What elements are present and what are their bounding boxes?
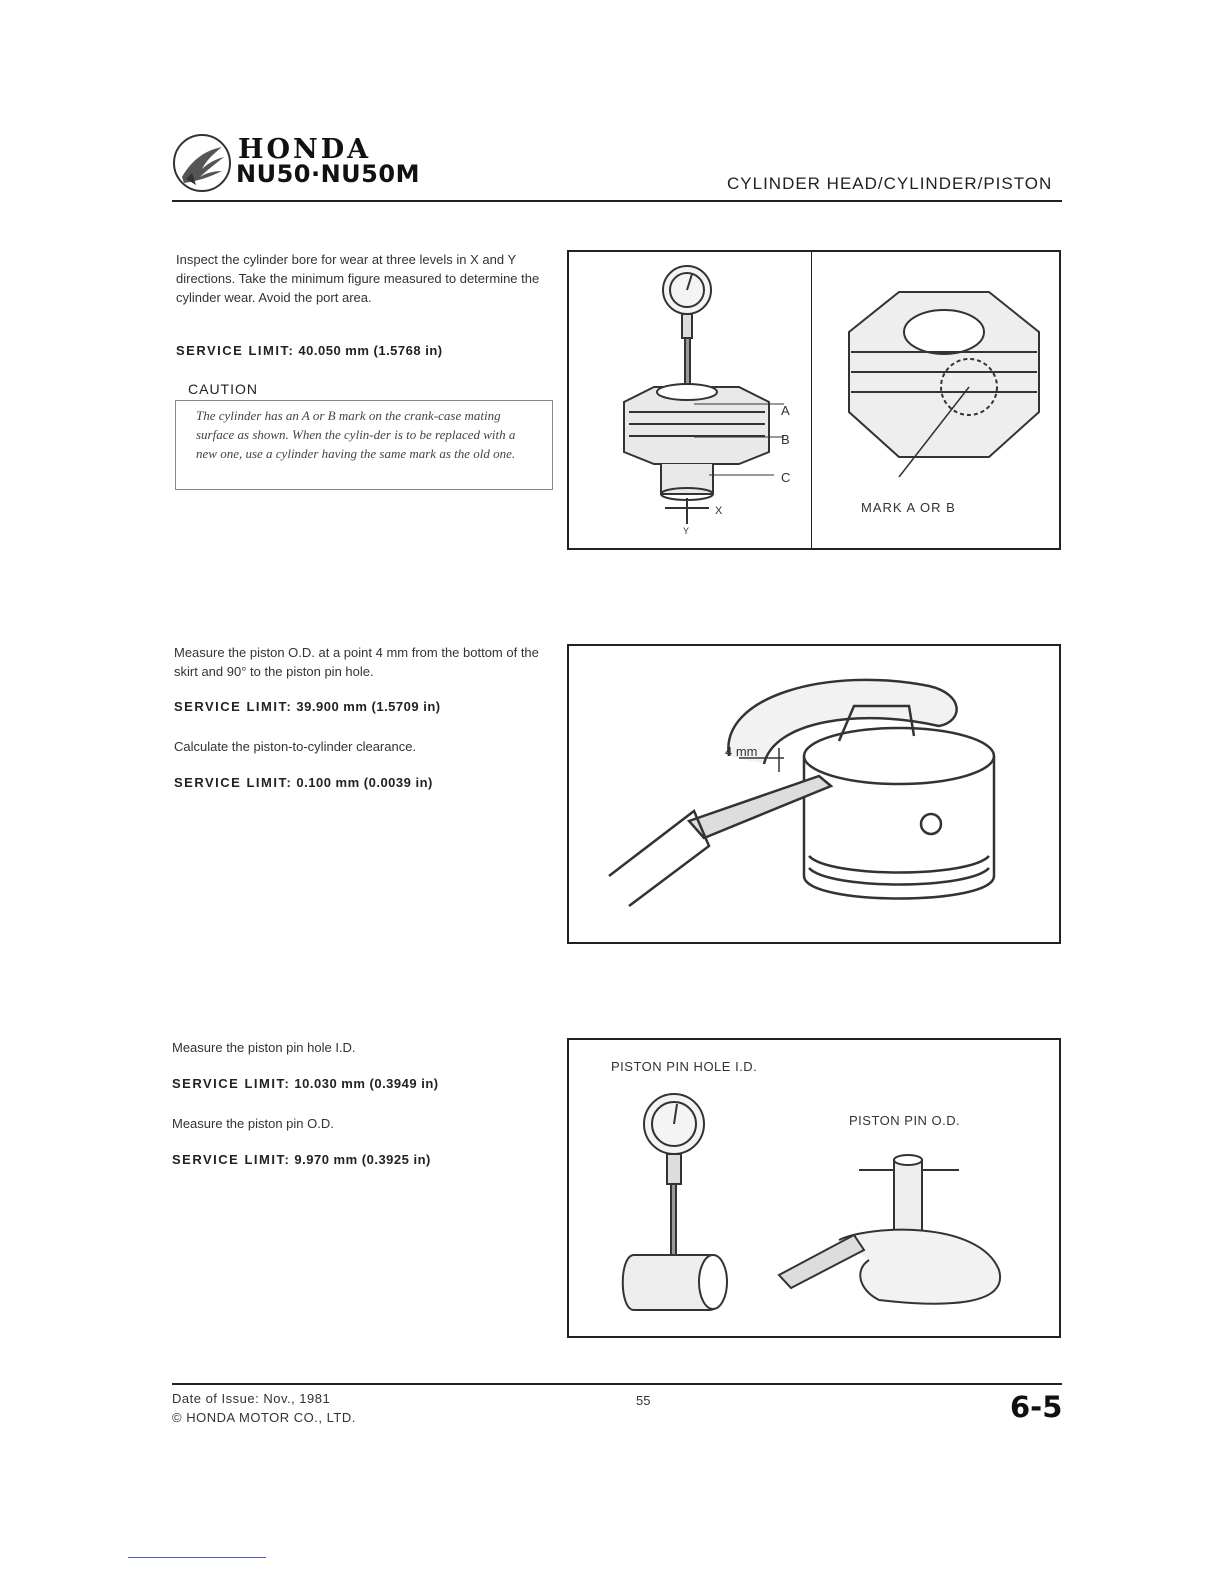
- issue-date: Date of Issue: Nov., 1981: [172, 1391, 331, 1406]
- link-underline[interactable]: [128, 1557, 266, 1558]
- caution-box: [175, 400, 553, 490]
- pin-od-label: PISTON PIN O.D.: [849, 1113, 961, 1128]
- service-limit-label: SERVICE LIMIT:: [174, 699, 293, 714]
- service-limit-label: SERVICE LIMIT:: [176, 343, 295, 358]
- service-limit-value: 10.030 mm (0.3949 in): [294, 1076, 439, 1091]
- honda-wing-icon: [172, 133, 232, 193]
- micrometer-piston-illustration: [569, 646, 1059, 942]
- service-limit-label: SERVICE LIMIT:: [172, 1152, 291, 1167]
- clearance-calc-text: Calculate the piston-to-cylinder clearance.: [174, 739, 417, 754]
- pin-hole-text: Measure the piston pin hole I.D.: [172, 1040, 356, 1055]
- brand-name: HONDA: [238, 134, 372, 165]
- piston-pin-figure: [567, 1038, 1061, 1338]
- footer-divider: [172, 1383, 1062, 1385]
- cylinder-bore-figure: [567, 250, 1061, 550]
- caution-heading: CAUTION: [188, 381, 258, 397]
- axis-x-label: X: [715, 505, 723, 517]
- pin-hole-service-limit: [172, 1076, 439, 1091]
- cylinder-service-limit: [176, 343, 443, 358]
- copyright: © HONDA MOTOR CO., LTD.: [172, 1410, 356, 1425]
- level-a-label: A: [781, 403, 790, 418]
- pin-od-text: Measure the piston pin O.D.: [172, 1116, 334, 1131]
- header-divider: [172, 200, 1062, 202]
- clearance-service-limit: [174, 775, 433, 790]
- level-c-label: C: [781, 470, 791, 485]
- mark-label: MARK A OR B: [861, 500, 956, 515]
- section-title: CYLINDER HEAD/CYLINDER/PISTON: [727, 174, 1053, 193]
- service-limit-value: 9.970 mm (0.3925 in): [294, 1152, 431, 1167]
- piston-od-text: Measure the piston O.D. at a point 4 mm from the bottom of the skirt and 90° to the piston pin hole.: [174, 645, 539, 679]
- caution-text: The cylinder has an A or B mark on the crank-case mating surface as shown. When the cylin-der is to be replaced with a new one, use a cylinder having the same mark as the old one.: [196, 408, 516, 461]
- service-limit-value: 39.900 mm (1.5709 in): [296, 699, 441, 714]
- page-number: 55: [636, 1393, 651, 1408]
- cylinder-inspection-text: Inspect the cylinder bore for wear at three levels in X and Y directions. Take the minimum figure measured to determine the cylinder wear. Avoid the port area.: [176, 252, 540, 305]
- piston-pin-illustration: [569, 1040, 1059, 1336]
- piston-od-service-limit: [174, 699, 441, 714]
- pin-hole-id-label: PISTON PIN HOLE I.D.: [611, 1059, 758, 1074]
- cylinder-bore-illustration: [569, 252, 1059, 548]
- level-b-label: B: [781, 432, 790, 447]
- service-limit-label: SERVICE LIMIT:: [174, 775, 293, 790]
- section-page-number: 6-5: [1010, 1390, 1063, 1424]
- pin-od-service-limit: [172, 1152, 431, 1167]
- service-limit-value: 0.100 mm (0.0039 in): [296, 775, 433, 790]
- figure-divider: [811, 252, 812, 548]
- model-name: NU50·NU50M: [236, 160, 420, 188]
- service-limit-label: SERVICE LIMIT:: [172, 1076, 291, 1091]
- axis-y-label: Y: [683, 526, 690, 536]
- piston-od-figure: [567, 644, 1061, 944]
- four-mm-label: 4 mm: [725, 744, 758, 759]
- service-limit-value: 40.050 mm (1.5768 in): [298, 343, 443, 358]
